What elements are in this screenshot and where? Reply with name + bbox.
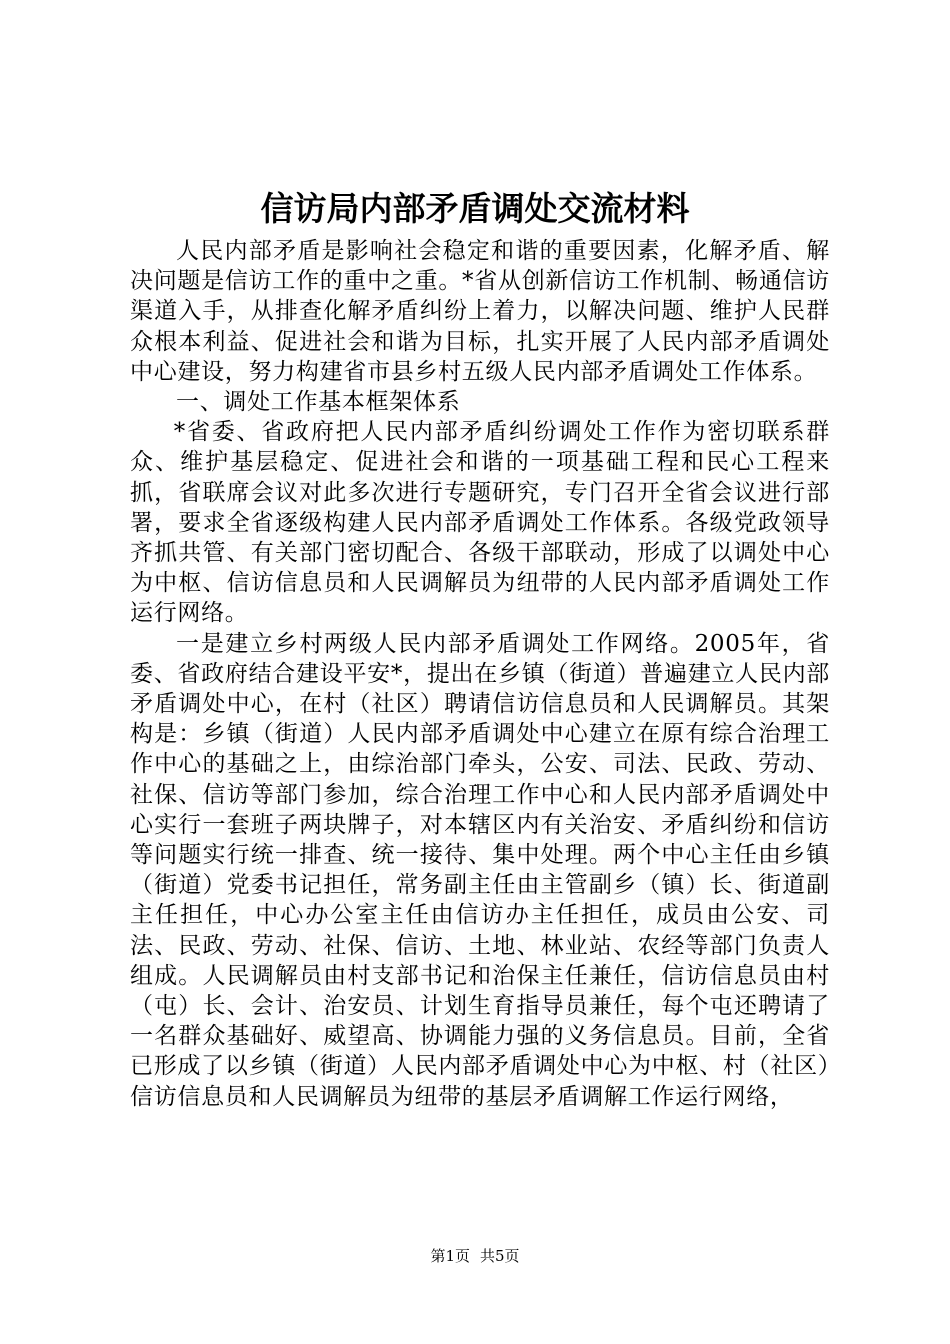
paragraph-intro: 人民内部矛盾是影响社会稳定和谐的重要因素，化解矛盾、解决问题是信访工作的重中之重。*省从创新信访工作机制、畅通信访渠道入手，从排查化解矛盾纠纷上着力，以解决问题、维护人民群众根本利益、促进社会和谐为目标，扎实开展了人民内部矛盾调处中心建设，努力构建省市县乡村五级人民内部矛盾调处工作体系。 [130,238,830,385]
document-title: 信访局内部矛盾调处交流材料 [260,189,690,228]
page-total: 共5页 [480,1247,520,1265]
section-heading: 一、调处工作基本框架体系 [176,389,461,416]
page-number: 第1页 [430,1247,470,1265]
page-footer [0,1246,950,1266]
paragraph-framework: *省委、省政府把人民内部矛盾纠纷调处工作作为密切联系群众、维护基层稳定、促进社会和谐的一项基础工程和民心工程来抓，省联席会议对此多次进行专题研究，专门召开全省会议进行部署，要求全省逐级构建人民内部矛盾调处工作体系。各级党政领导齐抓共管、有关部门密切配合、各级干部联动，形成了以调处中心为中枢、信访信息员和人民调解员为纽带的人民内部矛盾调处工作运行网络。 [130,419,830,627]
paragraph-network: 一是建立乡村两级人民内部矛盾调处工作网络。2005年，省委、省政府结合建设平安*，提出在乡镇（街道）普遍建立人民内部矛盾调处中心，在村（社区）聘请信访信息员和人民调解员。其架构是：乡镇（街道）人民内部矛盾调处中心建立在原有综合治理工作中心的基础之上，由综治部门牵头，公安、司法、民政、劳动、社保、信访等部门参加，综合治理工作中心和人民内部矛盾调处中心实行一套班子两块牌子，对本辖区内有关治安、矛盾纠纷和信访等问题实行统一排查、统一接待、集中处理。两个中心主任由乡镇（街道）党委书记担任，常务副主任由主管副乡（镇）长、街道副主任担任，中心办公室主任由信访办主任担任，成员由公安、司法、民政、劳动、社保、信访、土地、林业站、农经等部门负责人组成。人民调解员由村支部书记和治保主任兼任，信访信息员由村（屯）长、会计、治安员、计划生育指导员兼任，每个屯还聘请了一名群众基础好、威望高、协调能力强的义务信息员。目前，全省已形成了以乡镇（街道）人民内部矛盾调处中心为中枢、村（社区）信访信息员和人民调解员为纽带的基层矛盾调解工作运行网络， [130,630,830,1110]
document-body [130,236,830,1112]
